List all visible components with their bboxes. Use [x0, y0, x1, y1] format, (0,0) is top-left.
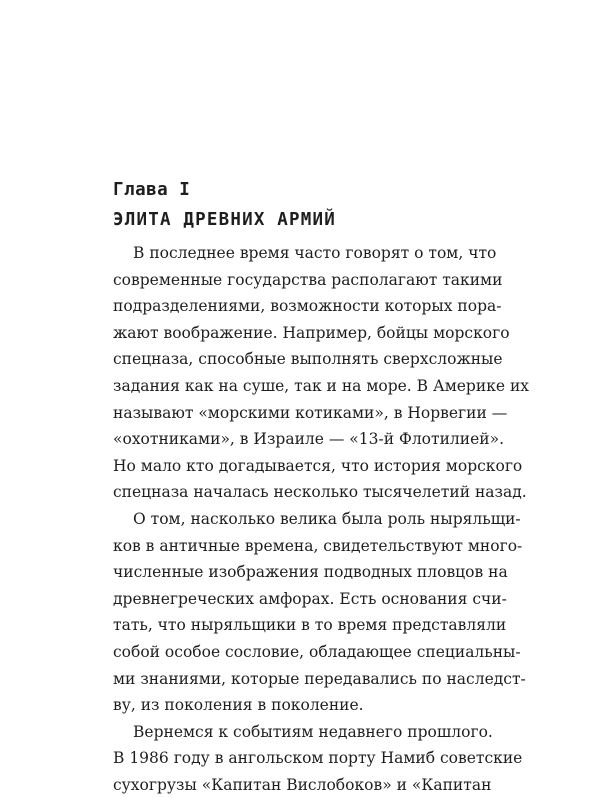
text-line: собой особое сословие, обладающее специальны- [113, 642, 521, 661]
text-line: ву, из поколения в поколение. [113, 696, 364, 715]
text-line: Вернемся к событиям недавнего прошлого. [133, 722, 493, 741]
text-line: В последнее время часто говорят о том, что [133, 244, 497, 262]
text-line: Но мало кто догадывается, что история морского [113, 456, 523, 475]
text-line: ков в античные времена, свидетельствуют много- [113, 536, 523, 555]
text-line: О том, насколько велика была роль ныряльщи- [133, 509, 521, 528]
text-line: подразделениями, возможности которых пора- [113, 297, 502, 316]
text-line: сухогрузы «Капитан Вислобоков» и «Капитан [113, 775, 492, 794]
chapter-title: ЭЛИТА ДРЕВНИХ АРМИЙ [113, 210, 336, 230]
text-line: задания как на суше, так и на море. В Америке их [113, 376, 530, 395]
paragraph [113, 719, 523, 798]
text-line: жают воображение. Например, бойцы морского [113, 323, 510, 342]
paragraph [113, 506, 526, 719]
text-line: древнегреческих амфорах. Есть основания счи- [113, 589, 507, 608]
text-line: тать, что ныряльщики в то время представляли [113, 616, 507, 635]
text-line: В 1986 году в ангольском порту Намиб советские [113, 749, 523, 768]
text-line: «охотниками», в Израиле — «13-й Флотилией». [113, 430, 505, 449]
text-line: численные изображения подводных пловцов на [113, 563, 508, 582]
body-text [113, 240, 530, 798]
paragraph [113, 240, 530, 506]
text-line: спецназа, способные выполнять сверхсложные [113, 350, 503, 369]
text-line: современные государства располагают такими [113, 270, 503, 289]
text-line: ми знаниями, которые передавались по наследст- [113, 669, 526, 688]
chapter-label: Глава I [113, 180, 191, 200]
text-line: называют «морскими котиками», в Норвегии — [113, 403, 508, 422]
text-line: спецназа началась несколько тысячелетий назад. [113, 483, 527, 502]
